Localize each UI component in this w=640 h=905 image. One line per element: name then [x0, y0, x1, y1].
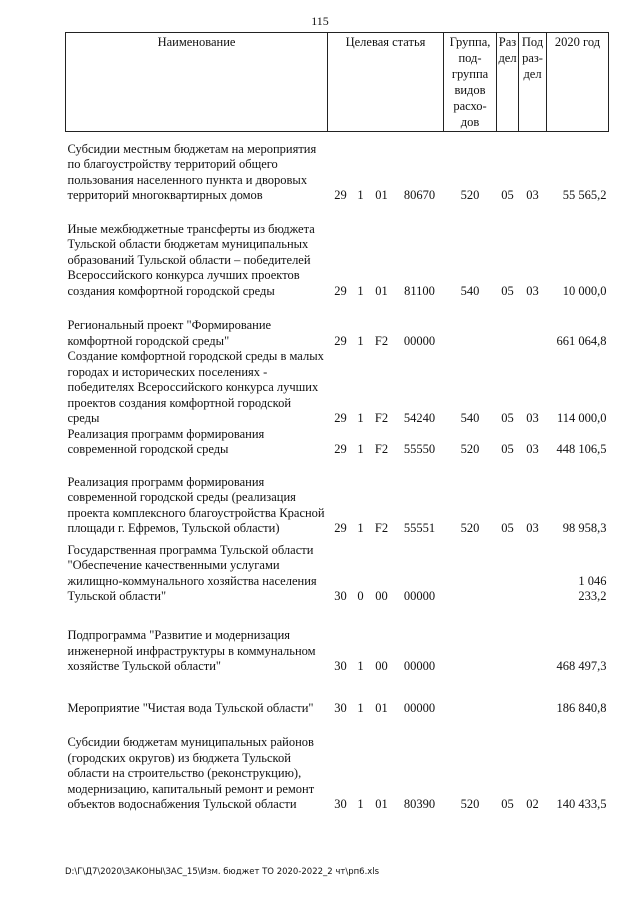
expense-group	[444, 317, 497, 349]
target-code-program: 30	[334, 701, 347, 715]
target-code-subprogram: 1	[357, 442, 364, 456]
amount-2020: 140 433,5	[556, 797, 607, 811]
table-row	[66, 675, 609, 717]
target-code-program: 30	[334, 797, 347, 811]
target-code-subprogram: 1	[357, 411, 364, 425]
target-code-subprogram: 1	[357, 283, 364, 298]
target-code-direction: 54240	[403, 411, 436, 425]
row-name: Государственная программа Тульской области "Обеспечение качественными услугами жилищно-коммунального хозяйства населения Тульской области"	[67, 542, 317, 603]
subsection-code: 03	[526, 188, 539, 202]
target-code-direction: 81100	[404, 283, 435, 298]
expense-group	[444, 537, 497, 605]
target-code-subprogram: 1	[357, 797, 364, 811]
target-code-event: F2	[374, 333, 389, 348]
target-code-direction: 00000	[403, 333, 436, 348]
target-code-subprogram: 1	[357, 521, 364, 535]
subsection-code: 03	[526, 442, 539, 456]
table-row	[66, 427, 609, 458]
target-code-event: 01	[375, 188, 388, 202]
row-name: Субсидии местным бюджетам на мероприятия по благоустройству территорий общего пользования населенного пункта и дворовых территорий многоквартирных домов	[67, 141, 317, 202]
subsection-code: 03	[526, 521, 539, 535]
amount-2020: 1 046 233,2	[578, 573, 607, 603]
page-number: 115	[311, 14, 329, 28]
section-code: 05	[501, 188, 514, 202]
target-code-direction: 00000	[403, 701, 436, 715]
table-row	[66, 132, 609, 222]
section-code	[497, 605, 519, 675]
header-year: 2020 год	[547, 33, 609, 132]
target-code-program: 29	[334, 411, 347, 425]
expense-group: 520	[460, 797, 480, 811]
expense-group: 520	[460, 442, 480, 456]
table-row	[66, 537, 609, 605]
target-code-direction: 80390	[403, 797, 436, 811]
section-code	[497, 537, 519, 605]
row-name: Подпрограмма "Развитие и модернизация инженерной инфраструктуры в коммунальном хозяйстве Тульской области"	[67, 628, 316, 673]
target-code-direction: 55551	[403, 521, 436, 535]
target-code-program: 30	[334, 589, 347, 603]
amount-2020: 448 106,5	[556, 442, 607, 456]
target-code-program: 29	[334, 283, 347, 298]
expense-group	[444, 675, 497, 717]
row-name: Субсидии бюджетам муниципальных районов (городских округов) из бюджета Тульской области на строительство (реконструкцию), модернизацию, капитальный ремонт и ремонт объектов водоснабжения Тульской области	[67, 735, 315, 811]
amount-2020: 98 958,3	[562, 521, 607, 535]
amount-2020: 661 064,8	[556, 333, 607, 348]
file-path-footer: D:\Г\Д7\2020\ЗАКОНЫ\ЗАС_15\Изм. бюджет ТО 2020-2022_2 чт\рп6.xls	[65, 867, 380, 877]
target-code-subprogram: 0	[357, 589, 364, 603]
header-name: Наименование	[66, 33, 328, 132]
section-code: 05	[501, 442, 514, 456]
expense-group: 540	[460, 283, 480, 298]
target-code-direction: 55550	[403, 442, 436, 456]
amount-2020: 468 497,3	[556, 659, 607, 673]
section-code	[497, 675, 519, 717]
budget-table	[65, 32, 609, 813]
section-code: 05	[501, 283, 514, 298]
target-code-event: F2	[374, 411, 389, 425]
target-code-subprogram: 1	[357, 659, 364, 673]
target-code-subprogram: 1	[357, 188, 364, 202]
header-section: Раз дел	[497, 33, 519, 132]
amount-2020: 55 565,2	[562, 188, 607, 202]
table-row	[66, 605, 609, 675]
target-code-program: 29	[334, 442, 347, 456]
subsection-code: 03	[526, 283, 539, 298]
target-code-event: F2	[374, 442, 389, 456]
table-row	[66, 458, 609, 537]
expense-group	[444, 605, 497, 675]
row-name: Региональный проект "Формирование комфортной городской среды"	[67, 318, 272, 348]
target-code-program: 29	[334, 521, 347, 535]
table-row	[66, 349, 609, 427]
expense-group: 540	[460, 411, 480, 425]
target-code-direction: 80670	[403, 188, 436, 202]
table-row	[66, 717, 609, 813]
target-code-event: 00	[375, 659, 388, 673]
target-code-event: 01	[375, 797, 388, 811]
header-group: Группа, под- группа видов расхо- дов	[444, 33, 497, 132]
target-code-event: F2	[374, 521, 389, 535]
subsection-code	[519, 537, 547, 605]
section-code: 05	[501, 411, 514, 425]
expense-group: 520	[460, 521, 480, 535]
header-target: Целевая статья	[328, 33, 444, 132]
header-subsection: Под раз- дел	[519, 33, 547, 132]
target-code-event: 01	[375, 701, 388, 715]
row-name: Иные межбюджетные трансферты из бюджета Тульской области бюджетам муниципальных образований Тульской области – победителей Всероссийского конкурса лучших проектов создания комфортной городской среды	[67, 221, 315, 298]
row-name: Создание комфортной городской среды в малых городах и исторических поселениях - победителях Всероссийского конкурса лучших проектов создания комфортной городской среды	[67, 349, 324, 425]
table-row	[66, 222, 609, 318]
target-code-event: 01	[375, 283, 388, 298]
amount-2020: 10 000,0	[562, 283, 607, 298]
target-code-program: 29	[334, 333, 347, 348]
section-code: 05	[501, 521, 514, 535]
target-code-subprogram: 1	[357, 701, 364, 715]
target-code-program: 30	[334, 659, 347, 673]
expense-group: 520	[460, 188, 480, 202]
target-code-program: 29	[334, 188, 347, 202]
row-name: Реализация программ формирования современной городской среды	[67, 426, 265, 456]
subsection-code	[519, 605, 547, 675]
amount-2020: 114 000,0	[556, 411, 607, 425]
section-code: 05	[501, 797, 514, 811]
target-code-direction: 00000	[403, 659, 436, 673]
row-name: Мероприятие "Чистая вода Тульской области"	[67, 701, 314, 715]
row-name: Реализация программ формирования современной городской среды (реализация проекта комплексного благоустройства Красной площади г. Ефремов, Тульской области)	[67, 474, 325, 535]
target-code-event: 00	[375, 589, 388, 603]
table-row	[66, 317, 609, 349]
subsection-code	[519, 675, 547, 717]
subsection-code: 02	[526, 797, 539, 811]
section-code	[497, 317, 519, 349]
subsection-code	[519, 317, 547, 349]
target-code-direction: 00000	[403, 589, 436, 603]
amount-2020: 186 840,8	[556, 701, 607, 715]
target-code-subprogram: 1	[357, 333, 364, 348]
subsection-code: 03	[526, 411, 539, 425]
